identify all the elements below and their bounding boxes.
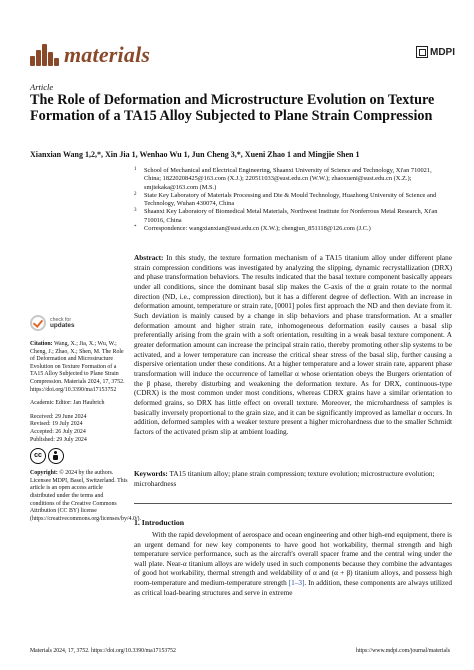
- check-label-2: updates: [50, 322, 75, 329]
- copyright-block: [30, 470, 141, 523]
- check-label-1: check for: [50, 317, 72, 323]
- copyright-text: © 2024 by the authors. Licensee MDPI, Basel, Switzerland. This article is an open access article distributed under the terms and conditions of the Creative Commons Attribution (CC BY) license (https://creativecommons.org/licenses/by/4.0/).: [30, 470, 141, 522]
- cc-icon: cc: [30, 448, 46, 464]
- journal-logo-icon: [30, 44, 60, 66]
- authors-text: Xianxian Wang 1,2,*, Xin Jia 1, Wenhao Wu 1, Jun Cheng 3,*, Xueni Zhao 1 and Mingjie Shen 1: [30, 150, 360, 159]
- received-date: Received: 29 June 2024: [30, 413, 87, 420]
- section-divider: [134, 503, 452, 504]
- check-updates-label: [50, 317, 75, 329]
- intro-text: With the rapid development of aerospace and ocean engineering and other high-end equipment, there is an urgent demand for new key components to have good hot workability, thermal strength and high temperature service performance, such as the aircraft's overall spacer frame and the central wing under the wall plate. Near-α titanium alloys are widely used in such components because they combine the advantages of good hot workability, thermal strength and weldability of α and (α + β) titanium alloys, and possess high room-temperature and medium-temperature strength: [134, 531, 452, 587]
- affiliation-text: School of Mechanical and Electrical Engineering, Shaanxi University of Science and Technology, Xi'an 710021, China; 18220208425@163.com (X.J.); 220511033@sust.edu.cn (W.W.); zhaoxueni@sust.edu.cn (X.Z.); smjiekaka@163.com (M.S.): [144, 167, 432, 191]
- correspondence: [134, 225, 450, 233]
- mdpi-icon: [416, 46, 428, 58]
- affiliation-mark: 3: [134, 208, 137, 214]
- affiliation-text: Shaanxi Key Laboratory of Biomedical Metal Materials, Northwest Institute for Nonferrous Metal Research, Xi'an 710016, China: [144, 208, 438, 224]
- correspondence-text: Correspondence: wangxianxian@sust.edu.cn (X.W.); chengjun_851118@126.com (J.C.): [144, 225, 371, 233]
- author-list: [30, 150, 360, 159]
- publisher-name: MDPI: [430, 46, 455, 58]
- attribution-icon: [48, 448, 64, 464]
- keywords: [134, 470, 452, 489]
- citation-block: [30, 341, 128, 394]
- copyright-label: Copyright:: [30, 470, 58, 477]
- check-for-updates-button[interactable]: [30, 315, 128, 331]
- affiliations: [134, 167, 450, 233]
- article-type: Article: [30, 82, 54, 92]
- citation-label: Citation:: [30, 341, 53, 347]
- revised-date: Revised: 19 July 2024: [30, 421, 83, 428]
- published-date: Published: 29 July 2024: [30, 436, 87, 443]
- affiliation-2: [134, 192, 450, 209]
- abstract-label: Abstract:: [134, 254, 164, 262]
- academic-editor: Academic Editor: Jan Haubrich: [30, 400, 105, 407]
- affiliation-mark: 2: [134, 191, 137, 197]
- abstract-text: In this study, the texture formation mechanism of a TA15 titanium alloy under different plane strain compression conditions was investigated by analyzing the slipping, dynamic recrystallization (DRX) and phase transformation behaviors. The results indicated that the basal texture component basically appears under all conditions, since the dominant basal slip makes the C-axis of the α grain rotate to the normal direction (ND, i.e., compression direction), but it has a different degree of deflection. With an increase in deformation amount, temperature or strain rate, [0001] poles first approach the ND and then deviate from it. Such deviation is mainly caused by a change in slip behaviors and phase transformation. At a smaller deformation amount and higher strain rate, inhomogeneous deformation easily causes a basal slip preferentially arising from the grain with a soft orientation, resulting in a weak basal texture component. A greater deformation amount can increase the principal strain ratio, thereby promoting other slip systems to be activated, and a lower temperature can increase the critical shear stress of the basal slip, further causing a dispersive orientation under these conditions. At a higher temperature and a lower strain rate, apparent phase transformation will induce the occurrence of lamellar α whose orientation obeys the Burgers orientation of the β phase, thereby disturbing and weakening the deformation texture. As for DRX, continuous-type (CDRX) is the most common under most conditions, whereas CDRX grains have a similar orientation to deformed grains, so DRX has little effect on overall texture. Moreover, the microhardness of samples is basically inversely proportional to the grain size, and it can be significantly improved as lamellar α occurs. In addition, deformed samples with a weaker texture present a higher microhardness due to the smaller Schmidt factors of the activated prism slip at ambient loading.: [134, 254, 452, 436]
- reference-link[interactable]: [1–3]: [288, 578, 305, 587]
- check-updates-icon: [30, 315, 46, 331]
- citation-text: Wang, X.; Jia, X.; Wu, W.; Cheng, J.; Zhao, X.; Shen, M. The Role of Deformation and Microstructure Evolution on Texture Formation of a TA15 Alloy Subjected to Plane Strain Compression. Materials 2024, 17, 3752. https://doi.org/10.3390/ma17153752: [30, 341, 125, 393]
- journal-logo[interactable]: [30, 42, 150, 68]
- license-badge[interactable]: [30, 448, 128, 464]
- footer-citation[interactable]: Materials 2024, 17, 3752. https://doi.org/10.3390/ma17153752: [30, 648, 176, 654]
- affiliation-mark: *: [134, 225, 137, 231]
- article-title: The Role of Deformation and Microstructure Evolution on Texture Formation of a TA15 Alloy Subjected to Plane Strain Compression: [30, 92, 435, 124]
- affiliation-mark: 1: [134, 167, 137, 172]
- article-sidebar: [30, 315, 141, 523]
- abstract: [134, 254, 452, 437]
- keywords-text: TA15 titanium alloy; plane strain compression; texture evolution; microstructure evolution; microhardness: [134, 470, 435, 488]
- intro-text-continued: . In addition, these components are always utilized as critical load-bearing structures and serve in extreme: [134, 578, 452, 597]
- section-heading: 1. Introduction: [134, 518, 185, 527]
- footer-url[interactable]: https://www.mdpi.com/journal/materials: [356, 648, 450, 654]
- affiliation-1: [134, 167, 450, 192]
- publisher-logo[interactable]: [416, 46, 455, 58]
- affiliation-text: State Key Laboratory of Materials Processing and Die & Mould Technology, Huazhong University of Science and Technology, Wuhan 430074, China: [144, 191, 437, 208]
- page-footer: [30, 648, 450, 654]
- introduction-paragraph: [134, 531, 452, 598]
- keywords-label: Keywords:: [134, 470, 168, 478]
- affiliation-3: [134, 208, 450, 225]
- journal-name: materials: [64, 42, 151, 67]
- accepted-date: Accepted: 26 July 2024: [30, 428, 86, 435]
